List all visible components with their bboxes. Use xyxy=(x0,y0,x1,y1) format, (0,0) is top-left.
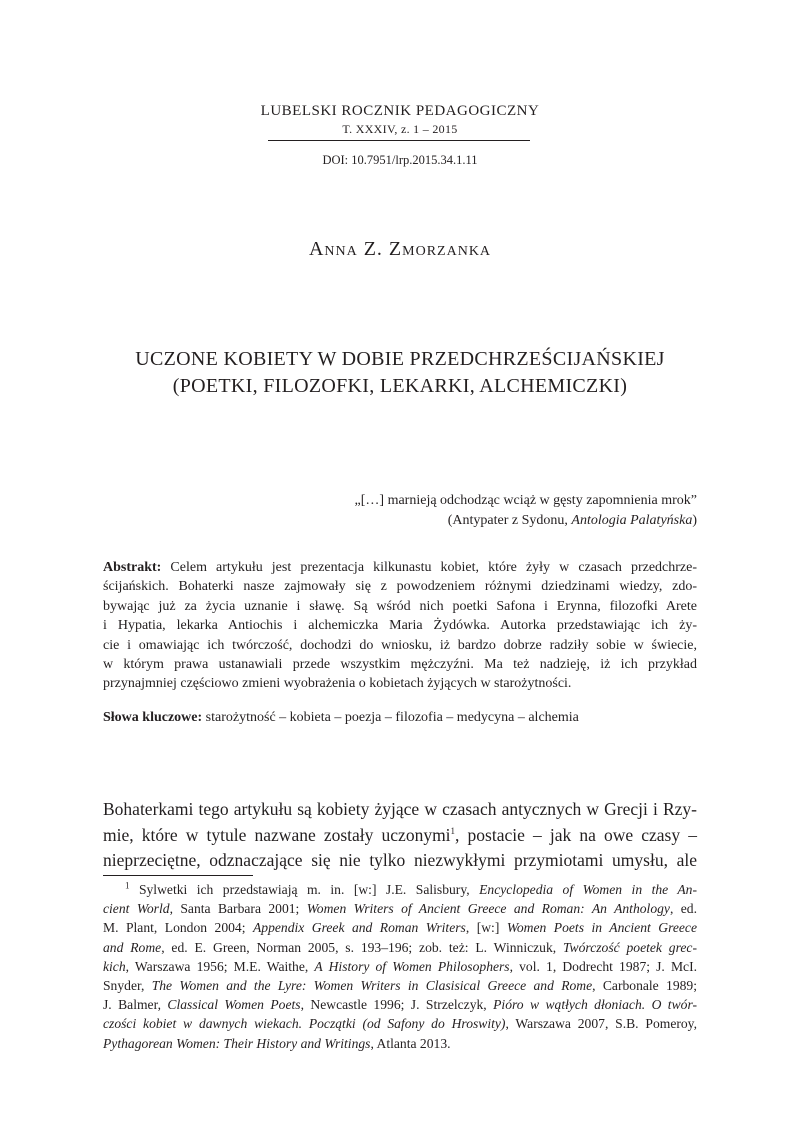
abstract-line: w którym prawa ustanawiali przede wszystkim mężczyźni. Ma też nadzieję, iż ich przykład xyxy=(103,657,697,673)
footnote-line xyxy=(103,880,697,899)
epigraph-source-work: Antologia Palatyńska xyxy=(571,513,693,528)
fn-text: , ed. xyxy=(669,901,697,917)
fn-italic: Pióro w wątłych dłoniach. O twór- xyxy=(493,997,697,1013)
abstract-line: bywając już za życia uznanie i sławę. Są wśród nich poetki Safona i Erynna, filozofki Arete xyxy=(103,598,697,614)
fn-text: M. Plant, London 2004; xyxy=(103,920,253,936)
fn-italic: Encyclopedia of Women in the An- xyxy=(479,882,698,897)
epigraph-source xyxy=(137,511,697,531)
epigraph-quote: „[…] marnieją odchodząc wciąż w gęsty zapomnienia mrok” xyxy=(354,493,697,508)
article-title-line-2: (POETKI, FILOZOFKI, LEKARKI, ALCHEMICZKI) xyxy=(172,375,628,397)
fn-text: , Newcastle 1996; J. Strzelczyk, xyxy=(300,997,494,1013)
footnote-line xyxy=(103,1014,697,1033)
abstract-text: Celem artykułu jest prezentacja kilkunastu kobiet, które żyły w czasach przedchrze- xyxy=(161,560,697,575)
body-line: Bohaterkami tego artykułu są kobiety żyjące w czasach antycznych w Grecji i Rzy- xyxy=(103,799,697,819)
fn-italic: Women Writers of Ancient Greece and Roman: An Anthology xyxy=(306,901,670,917)
footnote-number: 1 xyxy=(125,880,130,891)
abstract-line: ścijańskich. Bohaterki nasze zajmowały się z powodzeniem różnymi dziedzinami wiedzy, zdo- xyxy=(103,579,697,595)
footnote-line xyxy=(103,938,697,957)
fn-italic: The Women and the Lyre: Women Writers in Clasisical Greece and Rome xyxy=(151,978,593,994)
fn-text: , [w:] xyxy=(465,920,507,936)
header-rule xyxy=(268,140,530,141)
journal-title: LUBELSKI ROCZNIK PEDAGOGICZNY xyxy=(260,103,540,119)
abstract-line xyxy=(103,558,697,577)
doi: DOI: 10.7951/lrp.2015.34.1.11 xyxy=(322,153,478,167)
fn-italic: A History of Women Philosophers xyxy=(314,958,510,974)
fn-text: , vol. 1, Dodrecht 1987; J. McI. xyxy=(509,958,698,974)
body-text-span: , postacie – jak na owe czasy – xyxy=(455,824,697,845)
fn-italic: czości kobiet w dawnych wiekach. Początki (od Safony do Hroswity) xyxy=(103,1016,506,1032)
keywords xyxy=(103,710,697,726)
footnote-ref: 1 xyxy=(450,825,456,836)
fn-italic: Women Poets in Ancient Greece xyxy=(506,920,697,936)
footnote-rule xyxy=(103,875,253,876)
body-line: nieprzeciętne, odznaczające się nie tylko niezwykłymi przymiotami umysłu, ale xyxy=(103,850,697,870)
epigraph-source-author: (Antypater z Sydonu, xyxy=(447,513,572,528)
fn-text: , Santa Barbara 2001; xyxy=(169,901,307,917)
body-text-span: mie, które w tytule nazwane zostały uczonymi xyxy=(103,824,451,845)
abstract xyxy=(103,558,697,694)
fn-italic: Classical Women Poets xyxy=(167,997,301,1013)
footnote-line xyxy=(103,918,697,937)
keywords-label: Słowa kluczowe: xyxy=(103,710,203,725)
keywords-text: starożytność – kobieta – poezja – filozofia – medycyna – alchemia xyxy=(202,710,579,725)
abstract-label: Abstrakt: xyxy=(103,560,162,575)
footnote-line xyxy=(103,1034,697,1053)
fn-text: , Warszawa 1956; M.E. Waithe, xyxy=(125,958,315,974)
footnote-line xyxy=(103,899,697,918)
abstract-line: i Hypatia, lekarka Antiochis i alchemiczka Maria Żydówka. Autorka przedstawiając ich ży- xyxy=(103,618,697,634)
footnote-line xyxy=(103,995,697,1014)
abstract-line: cie i omawiając ich twórczość, dochodzi do wniosku, iż bardzo dobrze radziły sobie w świecie, xyxy=(103,637,697,653)
epigraph-source-close: ) xyxy=(692,513,697,528)
fn-text: , Atlanta 2013. xyxy=(370,1035,451,1051)
fn-text: , ed. E. Green, Norman 2005, s. 193–196; zob. też: L. Winniczuk, xyxy=(161,939,563,955)
abstract-line: przynajmniej częściowo zmieni wyobrażenia o kobietach żyjących w starożytności. xyxy=(103,676,572,692)
footnote xyxy=(103,880,697,1053)
fn-text: J. Balmer, xyxy=(103,997,168,1013)
footnote-line xyxy=(103,976,697,995)
fn-italic: Appendix Greek and Roman Writers xyxy=(252,920,466,936)
article-title xyxy=(100,346,700,400)
body-line xyxy=(103,823,697,849)
fn-text: , Warszawa 2007, S.B. Pomeroy, xyxy=(505,1016,697,1032)
fn-italic: Pythagorean Women: Their History and Writings xyxy=(103,1035,371,1051)
fn-italic: cient World xyxy=(103,901,170,917)
body-paragraph xyxy=(103,797,697,874)
fn-italic: and Rome xyxy=(103,939,162,955)
footnote-line xyxy=(103,957,697,976)
fn-text: Snyder, xyxy=(103,978,152,994)
fn-italic: Twórczość poetek grec- xyxy=(563,939,697,955)
article-title-line-1: UCZONE KOBIETY W DOBIE PRZEDCHRZEŚCIJAŃSKIEJ xyxy=(135,348,665,370)
epigraph xyxy=(137,491,697,531)
fn-italic: kich xyxy=(103,958,126,974)
fn-text: , Carbonale 1989; xyxy=(592,978,697,994)
author-name: Anna Z. Zmorzanka xyxy=(308,238,492,260)
journal-volume: T. XXXIV, z. 1 – 2015 xyxy=(342,122,458,136)
fn-text: Sylwetki ich przedstawiają m. in. [w:] J.E. Salisbury, xyxy=(129,882,480,897)
